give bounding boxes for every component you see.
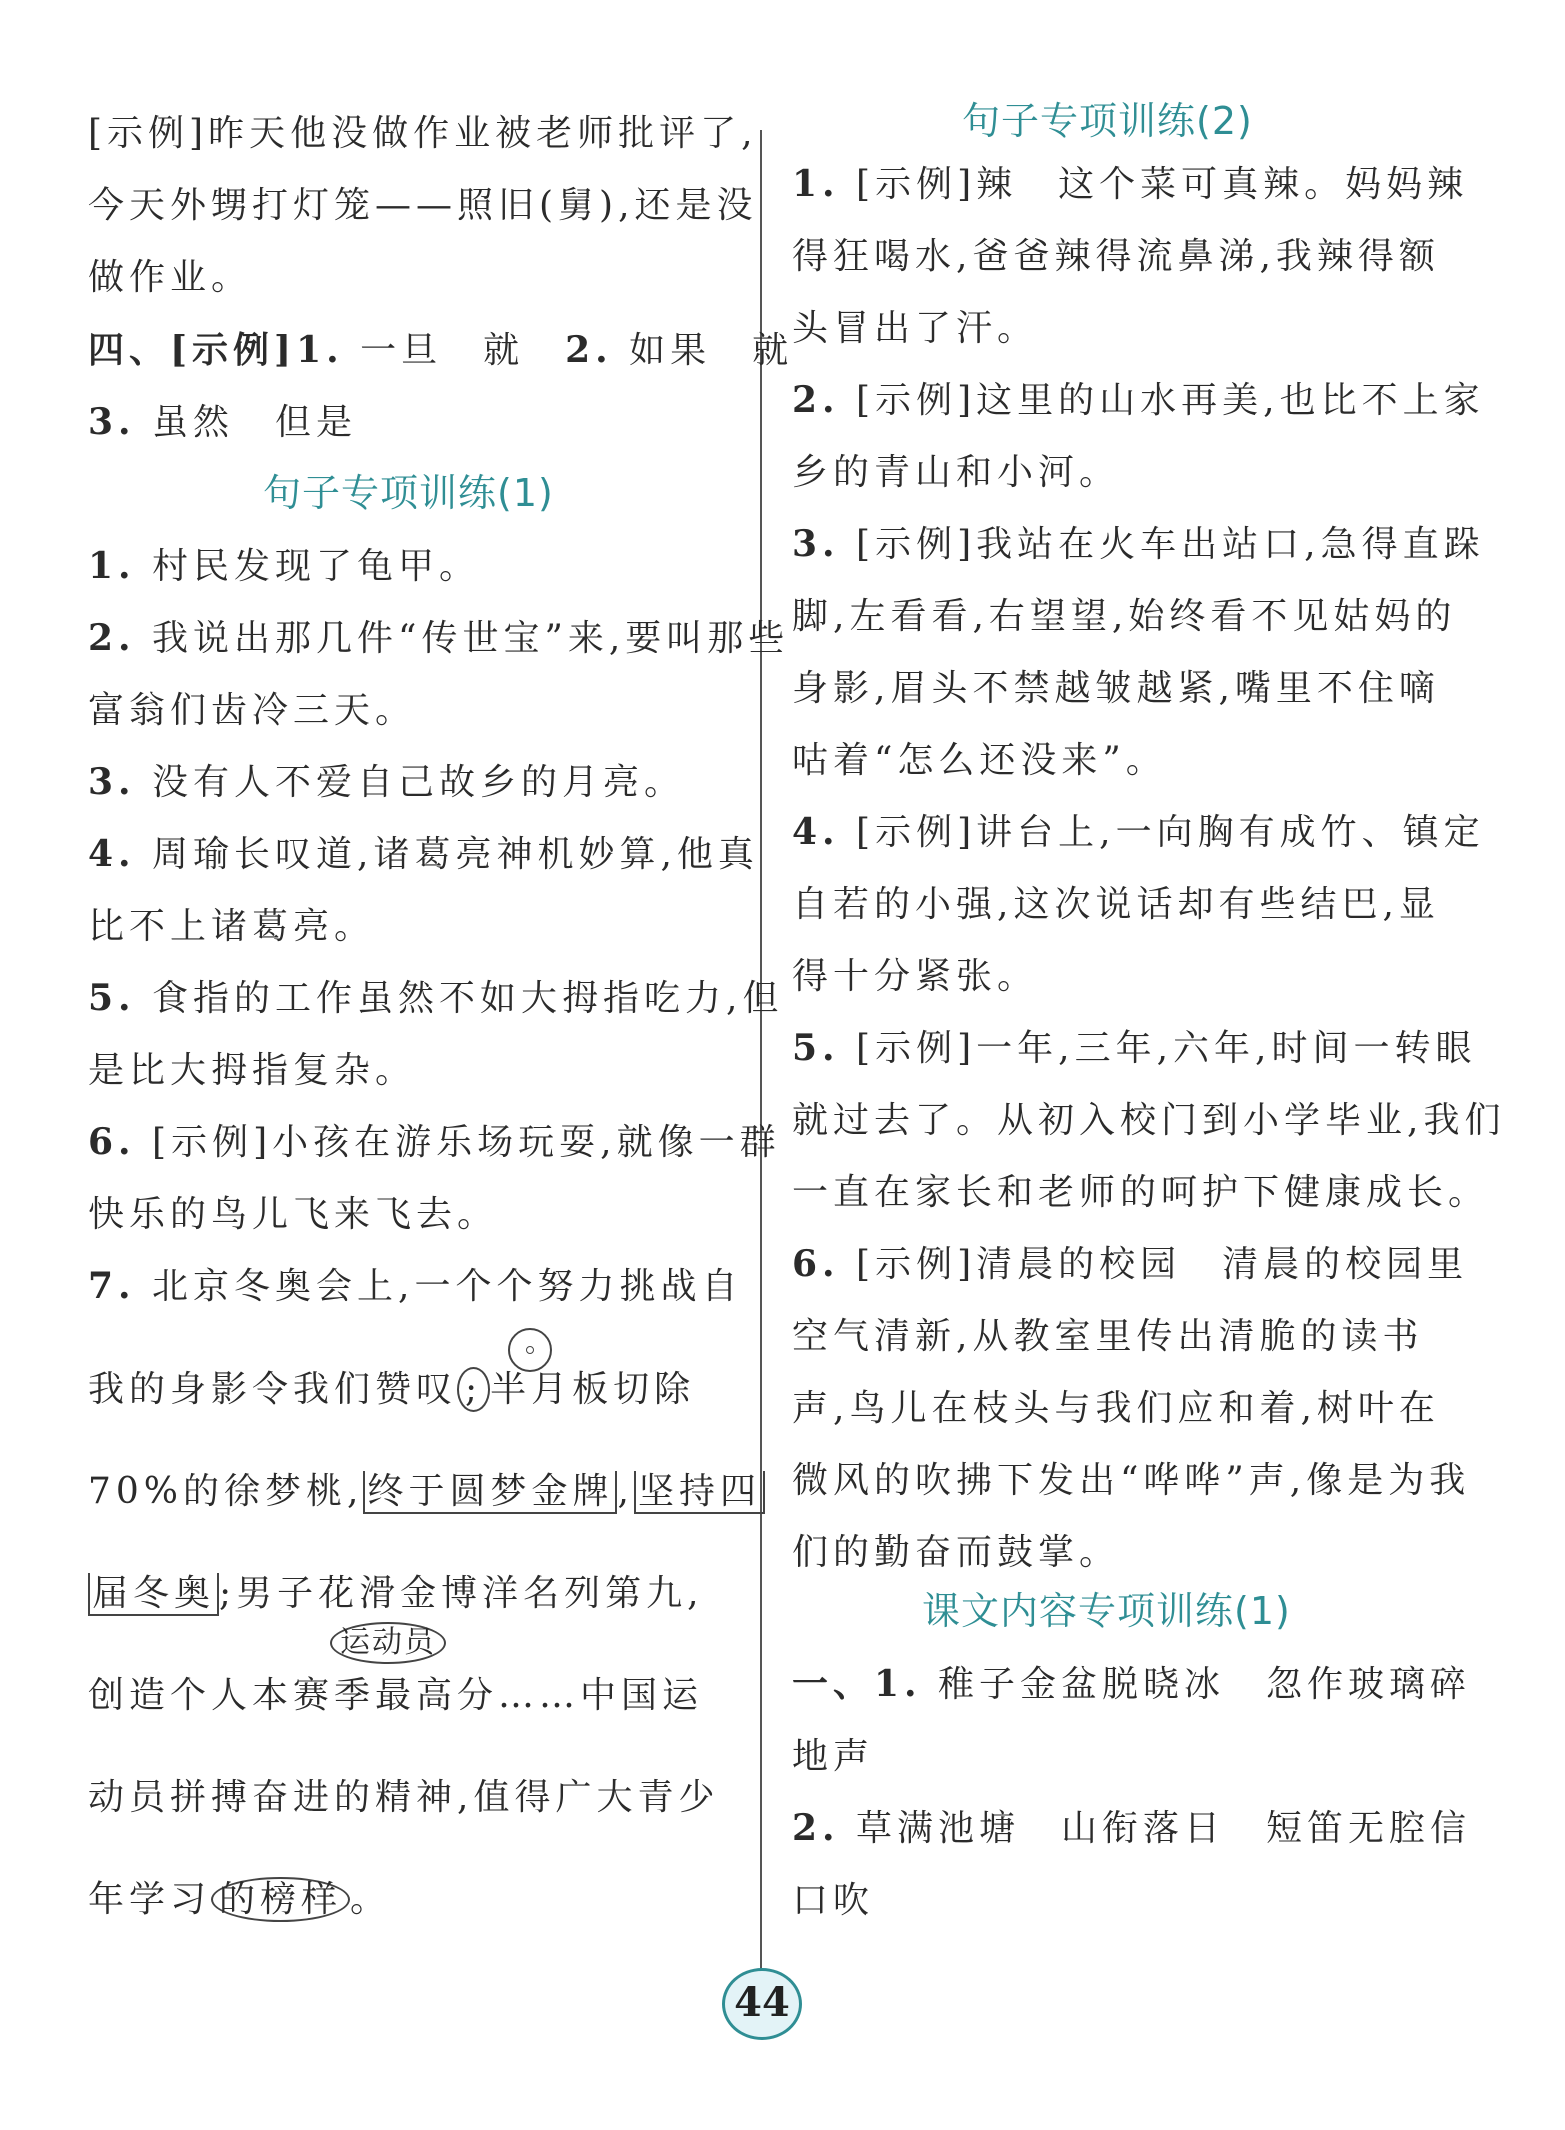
item-text: 村民发现了龟甲。 <box>135 546 481 587</box>
text-line: [示例]昨天他没做作业被老师批评了, <box>88 113 758 154</box>
list-item <box>88 830 759 879</box>
item7-line7 <box>88 1876 391 1924</box>
item-number: 2. <box>792 1807 840 1849</box>
list-item <box>88 902 375 951</box>
boxed-phrase: 坚持四 <box>634 1471 765 1514</box>
item-text: , <box>617 1471 634 1512</box>
item-text: 富翁们齿冷三天。 <box>88 690 417 731</box>
item-number: 3. <box>88 761 136 803</box>
item-text: 年学习 <box>88 1879 212 1920</box>
section-heading: 课文内容专项训练(1) <box>922 1589 1291 1633</box>
item-text: 地声 <box>792 1736 875 1777</box>
boxed-phrase: 终于圆梦金牌 <box>363 1471 617 1514</box>
item-number: 2. <box>88 617 136 659</box>
item-text: 。 <box>350 1879 392 1920</box>
item-number: 7. <box>88 1265 136 1307</box>
item-number: 2. <box>565 329 613 371</box>
circled-semicolon: ; <box>457 1367 490 1412</box>
list-item <box>88 1262 742 1311</box>
item-text: [示例]我站在火车出站口,急得直跺 <box>839 524 1485 565</box>
item-text: 如果 就 <box>612 330 794 371</box>
list-item <box>792 1312 1423 1361</box>
section-heading: 句子专项训练(1) <box>263 471 554 515</box>
item-text: 半月板切除 <box>490 1369 696 1410</box>
item-number: 3. <box>792 523 840 565</box>
item-text: 周瑜长叹道,诸葛亮神机妙算,他真 <box>135 834 759 875</box>
section-heading: 句子专项训练(2) <box>962 99 1253 143</box>
list-item <box>88 614 789 663</box>
item-text: [示例]这里的山水再美,也比不上家 <box>839 380 1485 421</box>
list-item <box>792 880 1440 929</box>
section-four-line1 <box>88 326 793 375</box>
list-item <box>792 664 1440 713</box>
list-item <box>792 376 1485 425</box>
list-item <box>792 520 1485 569</box>
text-line: 做作业。 <box>88 257 253 298</box>
list-item <box>792 1168 1489 1217</box>
list-item <box>792 1024 1476 1073</box>
list-item <box>792 808 1485 857</box>
section-four-line2 <box>88 398 357 447</box>
item-text: 食指的工作虽然不如大拇指吃力,但 <box>135 978 784 1019</box>
item-text: [示例]小孩在游乐场玩耍,就像一群 <box>135 1122 781 1163</box>
column-divider <box>760 130 762 1980</box>
item-number: 一、1. <box>792 1663 922 1705</box>
item7-line6: 动员拼搏奋进的精神,值得广大青少 <box>88 1777 720 1818</box>
item-number: 4. <box>88 833 136 875</box>
list-item <box>88 1118 781 1167</box>
list-item <box>792 952 1038 1001</box>
item-text: 咕着“怎么还没来”。 <box>792 740 1167 781</box>
item-number: 6. <box>792 1243 840 1285</box>
item-text: 声,鸟儿在枝头与我们应和着,树叶在 <box>792 1388 1440 1429</box>
item-text: 我的身影令我们赞叹 <box>88 1369 458 1410</box>
item-number: 4. <box>792 811 840 853</box>
item-number: 6. <box>88 1121 136 1163</box>
item-text: ;男子花滑金博洋名列第九, <box>219 1573 704 1614</box>
item-text: 头冒出了汗。 <box>792 308 1039 349</box>
item-number: 5. <box>792 1027 840 1069</box>
list-item <box>88 686 416 735</box>
list-item <box>792 1384 1440 1433</box>
item-text: 没有人不爱自己故乡的月亮。 <box>135 762 686 803</box>
item-text: 自若的小强,这次说话却有些结巴,显 <box>792 884 1440 925</box>
item-number: 1. <box>296 329 344 371</box>
list-item <box>792 1660 1471 1709</box>
item-text: 微风的吹拂下发出“哗哗”声,像是为我 <box>792 1460 1471 1501</box>
item-text: 北京冬奥会上,一个个努力挑战自 <box>135 1266 743 1307</box>
item7-line5: 创造个人本赛季最高分……中国运 <box>88 1675 704 1716</box>
item-text: 乡的青山和小河。 <box>792 452 1121 493</box>
item-number: 1. <box>88 545 136 587</box>
item-text: 就过去了。从初入校门到小学毕业,我们 <box>792 1100 1506 1141</box>
item-text: [示例]讲台上,一向胸有成竹、镇定 <box>839 812 1485 853</box>
item-number: 5. <box>88 977 136 1019</box>
page-number: 44 <box>722 1968 802 2040</box>
item-text: 草满池塘 山衔落日 短笛无腔信 <box>839 1808 1472 1849</box>
item-text: 是比大拇指复杂。 <box>88 1050 417 1091</box>
list-item <box>792 160 1468 209</box>
item-text: 空气清新,从教室里传出清脆的读书 <box>792 1316 1424 1357</box>
item-text: 一直在家长和老师的呵护下健康成长。 <box>792 1172 1490 1213</box>
item-text: 们的勤奋而鼓掌。 <box>792 1532 1121 1573</box>
item-text: [示例]辣 这个菜可真辣。妈妈辣 <box>839 164 1469 205</box>
item-text: 70%的徐梦桃, <box>88 1471 364 1512</box>
list-item <box>792 304 1038 353</box>
circled-phrase: 的榜样 <box>211 1877 350 1922</box>
item-text: 脚,左看看,右望望,始终看不见姑妈的 <box>792 596 1457 637</box>
list-item <box>792 232 1440 281</box>
item-text: 身影,眉头不禁越皱越紧,嘴里不住嘀 <box>792 668 1440 709</box>
list-item <box>792 736 1167 785</box>
text-line: 今天外甥打灯笼——照旧(舅),还是没 <box>88 185 758 226</box>
list-item <box>88 974 783 1023</box>
item-number: 2. <box>792 379 840 421</box>
list-item <box>88 1190 498 1239</box>
item7-line2 <box>88 1366 695 1414</box>
list-item <box>88 1046 416 1095</box>
section-prefix: 四、[示例] <box>88 329 297 371</box>
list-item <box>792 448 1120 497</box>
list-item <box>792 1732 874 1781</box>
boxed-phrase: 届冬奥 <box>88 1573 219 1616</box>
item7-line3 <box>88 1468 765 1516</box>
insertion-note: 运动员 <box>330 1622 446 1664</box>
item-text: 一旦 就 <box>343 330 566 371</box>
list-item <box>792 1456 1470 1505</box>
list-item <box>792 592 1456 641</box>
item-number: 3. <box>88 401 136 443</box>
item-text: 稚子金盆脱晓冰 忽作玻璃碎 <box>921 1664 1472 1705</box>
item-text: 虽然 但是 <box>135 402 358 443</box>
item-text: 比不上诸葛亮。 <box>88 906 376 947</box>
item-text: [示例]清晨的校园 清晨的校园里 <box>839 1244 1469 1285</box>
list-item <box>88 542 480 591</box>
list-item <box>792 1876 874 1925</box>
item7-line4 <box>88 1570 704 1618</box>
list-item <box>792 1528 1120 1577</box>
list-item <box>792 1096 1505 1145</box>
list-item <box>88 758 685 807</box>
item-text: 得狂喝水,爸爸辣得流鼻涕,我辣得额 <box>792 236 1440 277</box>
item-text: 得十分紧张。 <box>792 956 1039 997</box>
list-item <box>792 1804 1471 1853</box>
list-item <box>792 1240 1468 1289</box>
item-text: [示例]一年,三年,六年,时间一转眼 <box>839 1028 1477 1069</box>
item-text: 我说出那几件“传世宝”来,要叫那些 <box>135 618 790 659</box>
item-text: 口吹 <box>792 1880 875 1921</box>
item-text: 快乐的鸟儿飞来飞去。 <box>88 1194 499 1235</box>
item-number: 1. <box>792 163 840 205</box>
